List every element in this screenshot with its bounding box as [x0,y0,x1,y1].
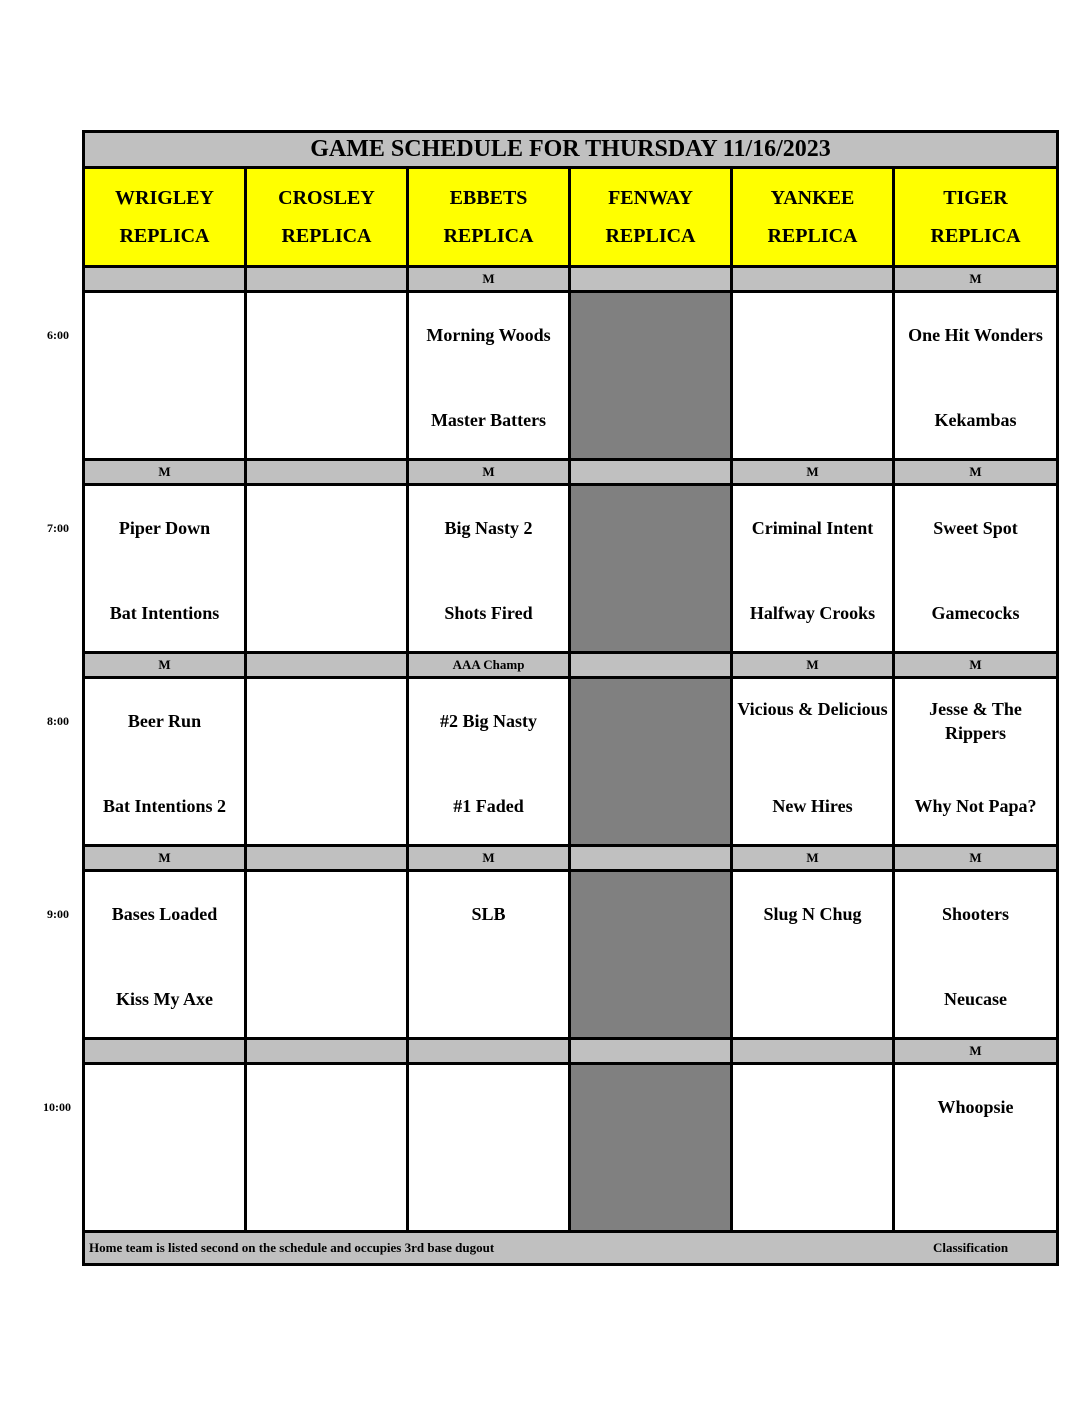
home-team: Why Not Papa? [914,796,1037,816]
classification-cell: M [894,846,1058,871]
time-label: 8:00 [47,713,69,728]
field-name: EBBETS [449,187,528,209]
home-team: New Hires [772,796,853,816]
field-header-crosley [246,168,408,267]
classification-cell [84,1039,246,1064]
classification-cell: M [408,460,570,485]
footer-row [84,1232,1058,1265]
game-row [84,1064,1058,1232]
time-label: 9:00 [47,906,69,921]
classification-cell [246,846,408,871]
classification-cell: AAA Champ [408,653,570,678]
game-cell-closed [570,678,732,846]
classification-row [84,1039,1058,1064]
game-row [84,678,1058,846]
home-team: Bat Intentions [109,603,220,623]
classification-cell: M [732,460,894,485]
classification-cell [246,653,408,678]
classification-cell [84,267,246,292]
field-header-tiger [894,168,1058,267]
away-team: #2 Big Nasty [439,711,537,731]
game-cell [732,485,894,653]
game-cell [732,871,894,1039]
classification-cell [408,1039,570,1064]
classification-cell [570,267,732,292]
game-cell [732,1064,894,1232]
classification-row [84,846,1058,871]
field-header-wrigley [84,168,246,267]
schedule-title: GAME SCHEDULE FOR THURSDAY 11/16/2023 [84,132,1058,168]
game-cell [84,1064,246,1232]
away-team: Shooters [942,904,1010,924]
game-cell [408,485,570,653]
home-team: Bat Intentions 2 [102,796,227,816]
field-subtitle: REPLICA [443,225,534,247]
field-name: YANKEE [770,187,855,209]
away-team: Slug N Chug [763,904,862,924]
game-cell [246,871,408,1039]
away-team: Jesse & The Rippers [929,699,1022,743]
classification-cell [570,653,732,678]
classification-cell [570,460,732,485]
classification-cell: M [894,460,1058,485]
game-cell [84,871,246,1039]
classification-cell: M [732,653,894,678]
classification-cell [246,1039,408,1064]
game-cell [894,871,1058,1039]
away-team: Big Nasty 2 [444,518,533,538]
game-cell [408,292,570,460]
field-subtitle: REPLICA [281,225,372,247]
classification-cell: M [894,267,1058,292]
home-team: Shots Fired [444,603,533,623]
game-row [84,292,1058,460]
classification-cell: M [732,846,894,871]
game-cell [84,292,246,460]
away-team: SLB [471,904,506,924]
field-name: WRIGLEY [115,187,214,209]
game-cell [732,292,894,460]
game-cell [894,678,1058,846]
field-header-ebbets [408,168,570,267]
away-team: Bases Loaded [111,904,218,924]
game-row [84,485,1058,653]
classification-cell [246,460,408,485]
home-team: Kiss My Axe [116,989,213,1009]
game-cell-closed [570,1064,732,1232]
away-team: One Hit Wonders [908,325,1043,345]
classification-cell: M [84,460,246,485]
game-cell [246,292,408,460]
home-team: Master Batters [430,410,547,430]
home-team: Kekambas [934,410,1017,430]
classification-cell [246,267,408,292]
game-cell [246,1064,408,1232]
classification-row [84,653,1058,678]
classification-cell [732,1039,894,1064]
home-team-note: Home team is listed second on the schedule and occupies 3rd base dugout [89,1240,495,1255]
classification-row [84,460,1058,485]
game-cell [84,485,246,653]
game-cell [894,485,1058,653]
game-cell [408,1064,570,1232]
time-label: 7:00 [47,520,69,535]
classification-cell: M [894,1039,1058,1064]
footer-cell [84,1232,1058,1265]
field-subtitle: REPLICA [767,225,858,247]
game-cell [246,678,408,846]
away-team: Vicious & Delicious [737,699,888,719]
time-label: 10:00 [43,1099,71,1114]
game-cell [894,1064,1058,1232]
home-team: Halfway Crooks [749,603,876,623]
game-cell [84,678,246,846]
classification-label: Classification [933,1240,1009,1255]
field-name: CROSLEY [278,187,375,209]
classification-cell: M [408,267,570,292]
away-team: Criminal Intent [751,518,874,538]
classification-cell [732,267,894,292]
home-team: Neucase [944,989,1007,1009]
game-cell-closed [570,485,732,653]
game-cell [246,485,408,653]
classification-row [84,267,1058,292]
home-team: #1 Faded [453,796,524,816]
game-cell [732,678,894,846]
field-subtitle: REPLICA [119,225,210,247]
classification-cell: M [894,653,1058,678]
field-header-fenway [570,168,732,267]
game-cell [408,871,570,1039]
classification-cell: M [84,653,246,678]
home-team: Gamecocks [931,603,1020,623]
away-team: Morning Woods [426,325,551,345]
field-subtitle: REPLICA [605,225,696,247]
away-team: Beer Run [127,711,202,731]
classification-cell: M [84,846,246,871]
field-name: TIGER [943,187,1008,209]
schedule-table [82,130,1059,1266]
classification-cell [570,846,732,871]
field-header-row [84,168,1058,267]
game-cell-closed [570,871,732,1039]
game-cell [894,292,1058,460]
away-team: Sweet Spot [933,518,1018,538]
game-cell [408,678,570,846]
field-name: FENWAY [608,187,693,209]
away-team: Whoopsie [937,1097,1014,1117]
time-label: 6:00 [47,327,69,342]
away-team: Piper Down [118,518,211,538]
field-subtitle: REPLICA [930,225,1021,247]
game-row [84,871,1058,1039]
game-cell-closed [570,292,732,460]
classification-cell: M [408,846,570,871]
field-header-yankee [732,168,894,267]
classification-cell [570,1039,732,1064]
